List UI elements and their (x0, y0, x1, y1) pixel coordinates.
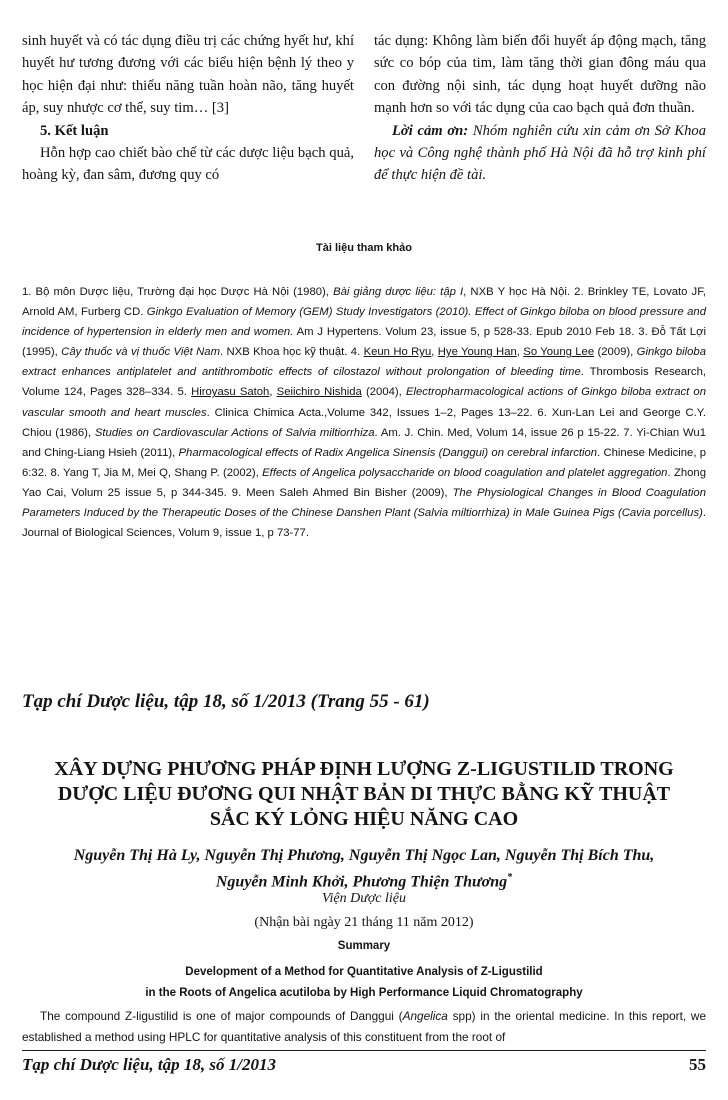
references-list (22, 282, 706, 543)
ref-title: Cây thuốc và vị thuốc Việt Nam (61, 346, 220, 359)
summary-text: spp) in the oriental medicine. In this report, we established a method using HPLC for quantitative analysis of this constituent from the root of (22, 1009, 707, 1044)
article-title-line: XÂY DỰNG PHƯƠNG PHÁP ĐỊNH LƯỢNG Z-LIGUSTILID TRONG (54, 758, 674, 780)
ref-text: 4. (350, 346, 364, 359)
summary-title (22, 962, 706, 1004)
article-title (22, 757, 706, 832)
author-link[interactable]: Keun Ho Ryu (363, 346, 432, 359)
two-column-text (22, 30, 706, 187)
acknowledgement-text: Nhóm nghiên cứu xin cảm ơn Sở Khoa học và Công nghệ thành phố Hà Nội đã hỗ trợ kinh phí để thực hiện đề tài. (374, 122, 706, 184)
page-footer (22, 1055, 706, 1075)
summary-title-line: Development of a Method for Quantitative Analysis of Z-Ligustilid (185, 966, 543, 978)
author-link[interactable]: Hiroyasu Satoh (191, 386, 270, 399)
reference-4: 4. Keun Ho Ryu, Hye Young Han, So Young Lee (2009), Ginkgo biloba extract enhances antiplatelet and antithrombotic effects of cilostazol without prolongation of bleeding time. Thrombosis Research, Volume 124, Pages 328–334. (22, 346, 706, 399)
summary-italic: Angelica (402, 1009, 448, 1023)
ref-text: 1. Bộ môn Dược liệu, Trường đại học Dược Hà Nội (1980), (22, 286, 334, 298)
author-link[interactable]: Seiichiro Nishida (276, 386, 362, 399)
footer-divider (22, 1050, 706, 1051)
authors-line (22, 867, 706, 893)
acknowledgement (374, 120, 706, 187)
summary-title-line: in the Roots of Angelica acutiloba by High Performance Liquid Chromatography (145, 987, 583, 999)
ref-text: . Am. J. Chin. Med, Volum 14, issue 26 p 15-22. (374, 426, 624, 439)
ref-title: Effects of Angelica polysaccharide on blood coagulation and platelet aggregation (262, 466, 668, 479)
ref-text: . Clinica Chimica Acta.,Volume 342, Issues 1–2, Pages 13–22. (206, 406, 538, 419)
right-paragraph-1: tác dụng: Không làm biến đổi huyết áp động mạch, tăng sức co bóp của tim, làm tăng thời gian đông máu qua con đường nội sinh, tác dụng hoạt huyết dưỡng não mạnh hơn so với tác dụng của cao bạch quả đơn thuần. (374, 33, 706, 117)
ref-title: Bài giảng dược liệu: tập I (333, 286, 464, 298)
article-authors (22, 845, 706, 893)
article-title-line: DƯỢC LIỆU ĐƯƠNG QUI NHẬT BẢN DI THỰC BẰNG KỸ THUẬT (57, 783, 671, 805)
right-column (374, 30, 706, 187)
ref-title: Studies on Cardiovascular Actions of Salvia miltiorrhiza (94, 426, 375, 439)
received-date: (Nhận bài ngày 21 tháng 11 năm 2012) (254, 915, 474, 930)
reference-1 (22, 286, 574, 298)
ref-title: Ginkgo Evaluation of Memory (GEM) Study Investigators (2010). Effect of Ginkgo biloba on blood pressure and incidence of hypertension in elderly men and women. (22, 306, 706, 339)
ref-text: 3. Đỗ Tất Lợi (1995), (22, 326, 706, 359)
left-column (22, 30, 354, 187)
ref-text: 9. Meen Saleh Ahmed Bin Bisher (2009), (231, 486, 453, 499)
ref-text: 5. (177, 386, 192, 399)
corresponding-author-mark: * (507, 872, 513, 883)
page-number: 55 (689, 1055, 706, 1074)
footer-journal: Tạp chí Dược liệu, tập 18, số 1/2013 (22, 1055, 276, 1074)
ref-text: 7. Yi-Chian Wu1 and Ching-Liang Hsieh (2011), (22, 426, 706, 459)
summary-label: Summary (337, 940, 391, 952)
journal-citation-line: Tạp chí Dược liệu, tập 18, số 1/2013 (Trang 55 - 61) (22, 691, 430, 712)
ref-text: . NXB Khoa học kỹ thuật. (220, 346, 351, 359)
left-paragraph-1: sinh huyết và có tác dụng điều trị các chứng hyết hư, khí huyết hư tương đương với các biểu hiện bệnh lý theo y học hiện đại như: thiểu năng tuần hoàn não, tăng huyết áp, suy nhược cơ thể, suy tim… [3] (22, 33, 354, 117)
ref-text: 2. Brinkley TE, Lovato JF, Arnold AM, Furberg CD. (22, 286, 706, 319)
ref-text: . Thrombosis Research, Volume 124, Pages 328–334. (22, 366, 706, 399)
ref-text: (2009), (594, 346, 637, 359)
reference-5: 5. Hiroyasu Satoh, Seiichiro Nishida (2004), Electropharmacological actions of Ginkgo biloba extract on vascular smooth and heart muscles. Clinica Chimica Acta.,Volume 342, Issues 1–2, Pages 13–22. (22, 386, 706, 419)
ref-title: Pharmacological effects of Radix Angelica Sinensis (Danggui) on cerebral infarction (178, 446, 598, 459)
ref-title: Ginkgo biloba extract enhances antiplatelet and antithrombotic effects of cilostazol without prolongation of bleeding time (22, 346, 706, 379)
journal-page (22, 30, 706, 1080)
ref-text: . Journal of Biological Sciences, Volum 9, issue 1, p 73-77. (22, 507, 706, 540)
acknowledgement-lead: Lời cảm ơn: (392, 122, 469, 139)
ref-text: , NXB Y học Hà Nội. (463, 286, 575, 298)
author-link[interactable]: So Young Lee (523, 346, 595, 359)
ref-title: Electropharmacological actions of Ginkgo biloba extract on vascular smooth and heart muscles (22, 386, 706, 419)
ref-text: 8. Yang T, Jia M, Mei Q, Shang P. (2002), (50, 466, 263, 479)
affiliation: Viện Dược liệu (321, 891, 407, 906)
ref-text: . Zhong Yao Cai, Volum 25 issue 5, p 344-345. (22, 466, 706, 499)
author-link[interactable]: Hye Young Han (437, 346, 517, 359)
ref-text: . Chinese Medicine, p 6:32. (22, 446, 706, 479)
references-title: Tài liệu tham khảo (316, 242, 412, 254)
authors-line: Nguyễn Thị Hà Ly, Nguyễn Thị Phương, Nguyễn Thị Ngọc Lan, Nguyễn Thị Bích Thu, (73, 847, 655, 864)
ref-text: 6. Xun-Lan Lei and George C.Y. Chiou (1986), (22, 406, 706, 439)
conclusion-heading: 5. Kết luận (40, 122, 109, 139)
summary-body (22, 1006, 706, 1047)
ref-title: The Physiological Changes in Blood Coagulation Parameters Induced by the Therapeutic Doses of the Chinese Danshen Plant (Salvia miltiorrhiza) in Male Guinea Pigs (Cavia porcellus) (22, 486, 706, 520)
summary-text: The compound Z-ligustilid is one of major compounds of Danggui ( (40, 1009, 403, 1023)
left-paragraph-2: Hỗn hợp cao chiết bào chế từ các dược liệu bạch quả, hoàng kỳ, đan sâm, đương quy có (22, 145, 354, 184)
ref-text: (2004), (361, 386, 406, 399)
article-title-line: SẮC KÝ LỎNG HIỆU NĂNG CAO (209, 808, 519, 830)
authors-line-text: Nguyễn Minh Khởi, Phương Thiện Thương (215, 873, 508, 891)
ref-text: Am J Hypertens. Volum 23, issue 5, p 528-33. Epub 2010 Feb 18. (293, 326, 639, 339)
